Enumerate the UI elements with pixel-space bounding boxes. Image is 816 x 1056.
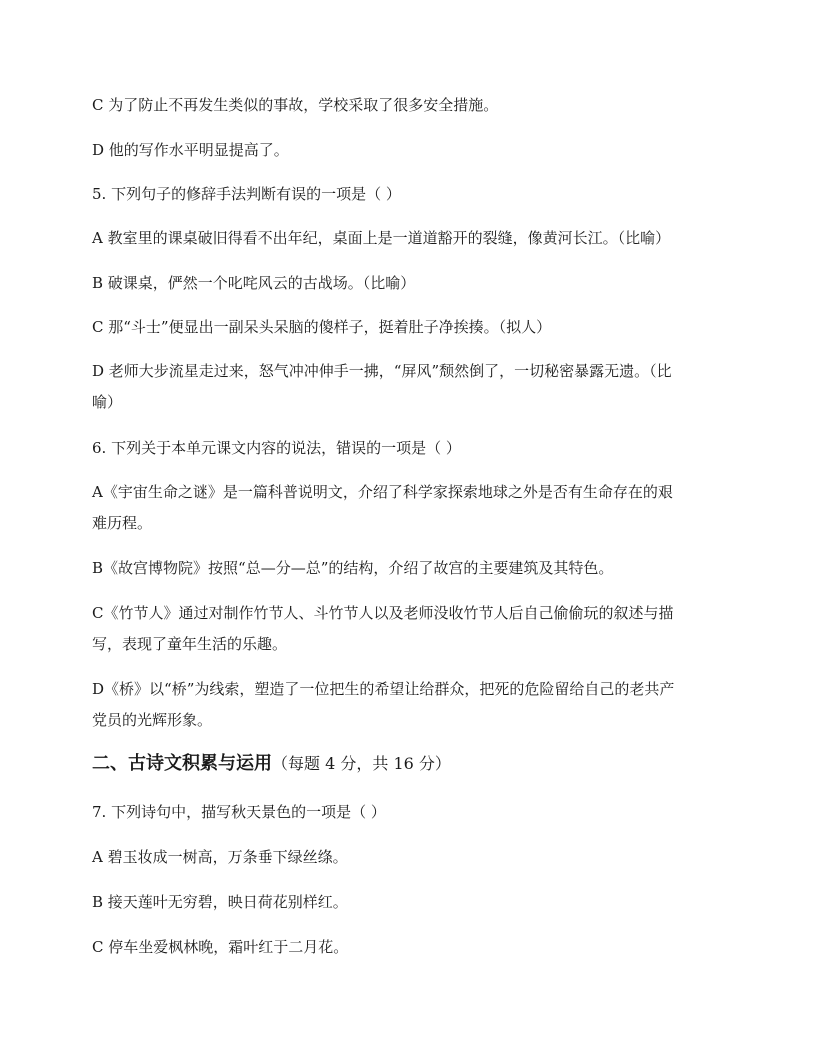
question-5-option-b: B 破课桌，俨然一个叱咤风云的古战场。（比喻） bbox=[92, 274, 416, 292]
question-5-option-d-cont: 喻） bbox=[92, 393, 123, 411]
option-c-line: C 为了防止不再发生类似的事故，学校采取了很多安全措施。 bbox=[92, 96, 499, 114]
question-6-option-d: D《桥》以“桥”为线索，塑造了一位把生的希望让给群众，把死的危险留给自己的老共产 bbox=[92, 680, 675, 698]
question-6-option-a: A《宇宙生命之谜》是一篇科普说明文，介绍了科学家探索地球之外是否有生命存在的艰 bbox=[92, 483, 673, 501]
question-5-option-a: A 教室里的课桌破旧得看不出年纪，桌面上是一道道豁开的裂缝，像黄河长江。（比喻） bbox=[92, 229, 671, 247]
section-2-heading bbox=[92, 748, 732, 780]
question-5-option-c: C 那“斗士”便显出一副呆头呆脑的傻样子，挺着肚子净挨揍。（拟人） bbox=[92, 318, 552, 336]
question-7: 7. 下列诗句中，描写秋天景色的一项是（ ） bbox=[92, 803, 386, 821]
question-6-option-d-cont: 党员的光辉形象。 bbox=[92, 711, 213, 729]
question-5-option-d: D 老师大步流星走过来，怒气冲冲伸手一拂，“屏风”颓然倒了，一切秘密暴露无遗。（比 bbox=[92, 362, 672, 380]
question-6-option-c-cont: 写，表现了童年生活的乐趣。 bbox=[92, 635, 288, 653]
question-7-option-a: A 碧玉妆成一树高，万条垂下绿丝绦。 bbox=[92, 848, 348, 866]
question-6-option-c: C《竹节人》通过对制作竹节人、斗竹节人以及老师没收竹节人后自己偷偷玩的叙述与描 bbox=[92, 604, 674, 622]
question-6: 6. 下列关于本单元课文内容的说法，错误的一项是（ ） bbox=[92, 439, 461, 457]
question-6-option-b: B《故宫博物院》按照“总—分—总”的结构，介绍了故宫的主要建筑及其特色。 bbox=[92, 559, 614, 577]
question-7-option-b: B 接天莲叶无穷碧，映日荷花别样红。 bbox=[92, 893, 348, 911]
question-6-option-a-cont: 难历程。 bbox=[92, 514, 153, 532]
question-5: 5. 下列句子的修辞手法判断有误的一项是（ ） bbox=[92, 185, 401, 203]
section-2-title: 二、古诗文积累与运用 bbox=[92, 753, 272, 774]
section-2-score-note: （每题 4 分，共 16 分） bbox=[272, 754, 451, 773]
question-7-option-c: C 停车坐爱枫林晚，霜叶红于二月花。 bbox=[92, 938, 349, 956]
option-d-line: D 他的写作水平明显提高了。 bbox=[92, 141, 289, 159]
